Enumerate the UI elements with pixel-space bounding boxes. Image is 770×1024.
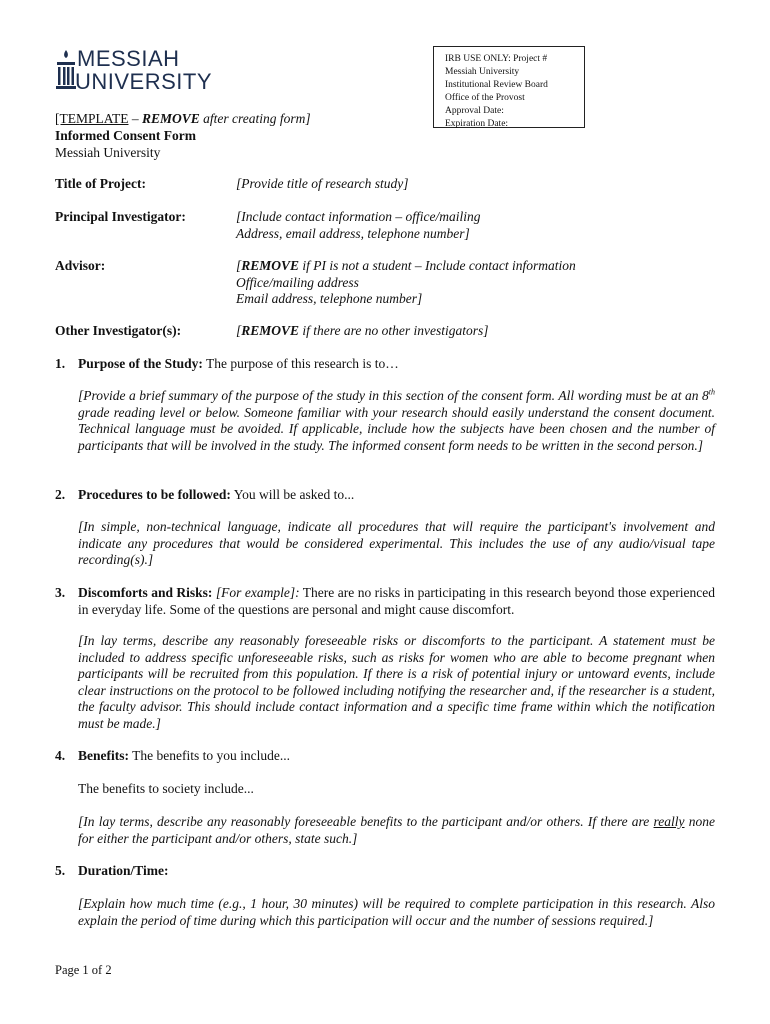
procedures-guidance: [In simple, non-technical language, indicate all procedures that will require the participant's involvement and indicate any procedures that would be considered experimental. This includes the use of any audio/visual tape recording(s).]: [78, 519, 715, 567]
purpose-guidance: [Provide a brief summary of the purpose of the study in this section of the consent form. All wording must be at an 8th grade reading level or below. Someone familiar with your research should easily understand the consent document. Technical language must be avoided. If applicable, include how the subjects have been chosen and the number of participants that will be involved in the study. The informed consent form needs to be written in the second person.]: [78, 387, 715, 453]
irb-line: Office of the Provost: [445, 93, 525, 103]
template-note: [TEMPLATE – REMOVE after creating form]: [55, 111, 311, 126]
field-value: [Include contact information – office/mailing Address, email address, telephone number]: [236, 209, 481, 241]
irb-line: Approval Date:: [445, 106, 504, 116]
field-value: [REMOVE if PI is not a student – Include contact information Office/mailing address Email address, telephone number]: [236, 258, 576, 306]
society-benefits-text: The benefits to society include...: [78, 781, 254, 796]
irb-line: Institutional Review Board: [445, 80, 548, 90]
logo-wordmark-line1: MESSIAH: [77, 46, 180, 71]
field-label: Principal Investigator:: [55, 209, 186, 224]
section-title: Duration/Time:: [78, 863, 169, 878]
field-label: Advisor:: [55, 258, 106, 273]
field-label: Other Investigator(s):: [55, 323, 182, 338]
field-label: Title of Project:: [55, 176, 146, 191]
section-title: Procedures to be followed:: [78, 487, 231, 502]
form-header: [55, 110, 311, 161]
university-logo: [55, 46, 215, 96]
form-title: Informed Consent Form: [55, 128, 196, 143]
university-crest-icon: [55, 48, 77, 92]
field-value: [REMOVE if there are no other investigators]: [236, 323, 489, 338]
benefits-guidance: [In lay terms, describe any reasonably foreseeable benefits to the participant and/or others. If there are really none for either the participant and/or others, state such.]: [78, 814, 715, 846]
irb-line: Messiah University: [445, 67, 520, 77]
irb-line: Expiration Date:: [445, 119, 509, 129]
irb-use-only-box: [433, 46, 585, 128]
institution-name: Messiah University: [55, 145, 161, 160]
irb-line: IRB USE ONLY: Project #: [445, 54, 548, 64]
consent-form-page: MESSIAH UNIVERSITY IRB USE ONLY: Project # Messiah University Institutional Review Board Office of the Provost Approval Date: Expiration Date: [TEMPLATE – REMOVE after creating form] Informed Consent Form Messiah University Title of Project: [Provide title of research study] Principal Investigator: [Include contact information – office/mailing Address, email address, telephone number] Advisor: [REMOVE if PI is not a student – Include contact information Office/mailing address Email address, telephone number] Other Investigator(s): [REMOVE if there are no other investigators] 1. Purpose of the Study: The purpose of this research is to… [Provide a brief summary of the purpose of the study in this section of the consent form. All wording must be at an 8th grade reading level or below. Someone familiar with your research should easily understand the consent document. Technical language must be avoided. If applicable, include how the subjects have been chosen and the number of participants that will be involved in the study. The informed consent form needs to be written in the second person.] 2. Procedures to be followed: You will be asked to... [In simple, non-technical language, indicate all procedures that will require the participant's involvement and indicate any procedures that would be considered experimental. This includes the use of any audio/visual tape recording(s).] 3. Discomforts and Risks: [For example]: There are no risks in participating in this research beyond those experienced in everyday life. Some of the questions are personal and might cause discomfort. [In lay terms, describe any reasonably foreseeable risks or discomforts to the participant. A statement must be included to address specific unforeseeable risks, such as risks for women who are able to become pregnant when participants will be recruited from this population. If there is a risk of potential injury or untoward events, include clear instructions on the protocol to be followed including notifying the researcher and, if the researcher is a student, the faculty advisor. This should include contact information and a specific time frame within which the notification must be made.] 4. Benefits: The benefits to you include... The benefits to society include... [In lay terms, describe any reasonably foreseeable benefits to the participant and/or others. If there are really none for either the participant and/or others, state such.] 5. Duration/Time: [Explain how much time (e.g., 1 hour, 30 minutes) will be required to complete participation in this research. Also explain the period of time during which this participation will occur and the number of sessions required.] Page 1 of 2: [55, 46, 715, 977]
logo-wordmark-line2: UNIVERSITY: [75, 69, 213, 94]
field-value: [Provide title of research study]: [236, 176, 409, 191]
section-number: 3.: [55, 585, 66, 600]
section-number: 4.: [55, 748, 66, 763]
section-title: Discomforts and Risks:: [78, 585, 213, 600]
risks-guidance: [In lay terms, describe any reasonably foreseeable risks or discomforts to the participant. A statement must be included to address specific unforeseeable risks, such as risks for women who are able to become pregnant when participants will be recruited from this population. If there is a risk of potential injury or untoward events, include clear instructions on the protocol to be followed including notifying the researcher and, if the researcher is a student, the faculty advisor. This should include contact information and a specific time frame within which the notification must be made.]: [78, 633, 715, 731]
page-number: Page 1 of 2: [55, 963, 112, 977]
section-title: Purpose of the Study:: [78, 356, 203, 371]
duration-guidance: [Explain how much time (e.g., 1 hour, 30 minutes) will be required to complete participation in this research. Also explain the period of time during which this participation will occur and the number of sessions required.]: [78, 896, 715, 928]
section-title: Benefits:: [78, 748, 129, 763]
section-number: 1.: [55, 356, 66, 371]
section-number: 5.: [55, 863, 66, 878]
section-number: 2.: [55, 487, 66, 502]
